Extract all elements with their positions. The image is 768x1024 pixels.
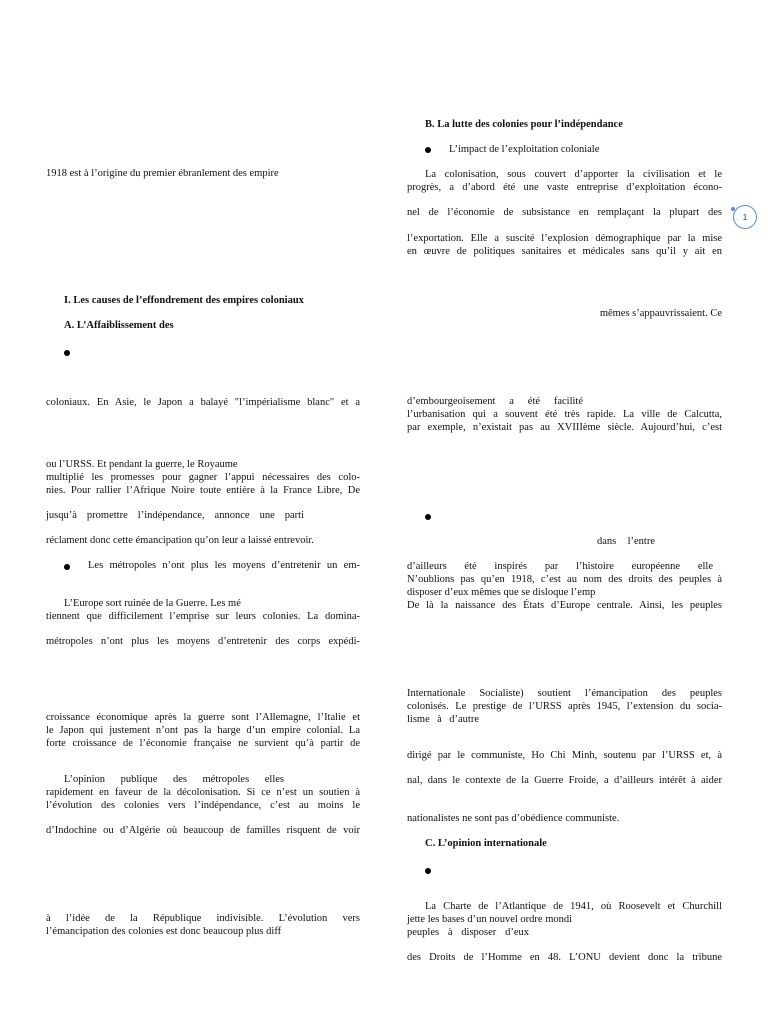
paragraph-line: forte croissance de l’économie française ne survient qu’à partir de xyxy=(46,738,360,749)
bullet-icon xyxy=(64,564,70,570)
paragraph-line: l’exportation. Elle a suscité l’explosion démographique par la mise xyxy=(407,233,722,244)
paragraph-line: dans l’entre xyxy=(597,536,655,547)
paragraph-line: d’embourgeoisement a été facilité xyxy=(407,396,583,407)
paragraph-line: ou l’URSS. Et pendant la guerre, le Royaume xyxy=(46,459,238,470)
paragraph-line: nies. Pour rallier l’Afrique Noire toute entière à la France Libre, De xyxy=(46,485,360,496)
subsection-heading: B. La lutte des colonies pour l’indépendance xyxy=(425,119,623,130)
paragraph-line: métropoles n’ont plus les moyens d’entretenir des corps expédi- xyxy=(46,636,360,647)
paragraph-line: multiplié les promesses pour gagner l’appui nécessaires des colo- xyxy=(46,472,360,483)
bullet-item: Les métropoles n’ont plus les moyens d’entretenir un em- xyxy=(88,560,360,571)
bullet-icon xyxy=(64,350,70,356)
paragraph-line: nel de l’économie de subsistance en remplaçant la plupart des xyxy=(407,207,722,218)
paragraph-line: réclament donc cette émancipation qu’on leur a laissé entrevoir. xyxy=(46,535,314,546)
paragraph-line: à l’idée de la République indivisible. L’évolution vers xyxy=(46,913,360,924)
paragraph-line: en œuvre de politiques sanitaires et médicales sans qu’il y ait en xyxy=(407,246,722,257)
paragraph-line: des Droits de l’Homme en 48. L’ONU devient donc la tribune xyxy=(407,952,722,963)
paragraph-line: mêmes s’appauvrissaient. Ce xyxy=(599,308,722,319)
paragraph-line: dirigé par le communiste, Ho Chi Minh, soutenu par l’URSS et, à xyxy=(407,750,722,761)
paragraph-line: d’Indochine ou d’Algérie où beaucoup de familles risquent de voir xyxy=(46,825,360,836)
paragraph-line: croissance économique après la guerre sont l’Allemagne, l’Italie et xyxy=(46,712,360,723)
page-number-badge[interactable]: 1 xyxy=(733,205,757,229)
bullet-icon xyxy=(425,514,431,520)
paragraph-line: N’oublions pas qu’en 1918, c’est au nom des droits des peuples à xyxy=(407,574,722,585)
paragraph-line: progrès, a d’abord été une vaste entreprise d’exploitation écono- xyxy=(407,182,722,193)
paragraph-line: d’ailleurs été inspirés par l’histoire européenne elle xyxy=(407,561,713,572)
paragraph-line: L’opinion publique des métropoles elles xyxy=(64,774,284,785)
paragraph-line: l’urbanisation qui a souvent été très rapide. La ville de Calcutta, xyxy=(407,409,722,420)
subsection-heading: C. L’opinion internationale xyxy=(425,838,547,849)
paragraph-line: lisme à d’autre xyxy=(407,714,479,725)
paragraph-line: par exemple, n’existait pas au XVIIIème siècle. Aujourd’hui, c’est xyxy=(407,422,722,433)
paragraph-line: rapidement en faveur de la décolonisation. Si ce n’est un soutien à xyxy=(46,787,360,798)
paragraph-line: La colonisation, sous couvert d’apporter la civilisation et le xyxy=(425,169,722,180)
paragraph-line: coloniaux. En Asie, le Japon a balayé "l’impérialisme blanc" et a xyxy=(46,397,360,408)
paragraph-line: Internationale Socialiste) soutient l’émancipation des peuples xyxy=(407,688,722,699)
paragraph-line: jusqu’à promettre l’indépendance, annonce une parti xyxy=(46,510,304,521)
subsection-heading: A. L’Affaiblissement des xyxy=(64,320,174,331)
bullet-icon xyxy=(425,868,431,874)
section-heading: I. Les causes de l’effondrement des empires coloniaux xyxy=(64,295,304,306)
paragraph-line: tiennent que difficilement l’emprise sur leurs colonies. La domina- xyxy=(46,611,360,622)
paragraph-line: nationalistes ne sont pas d’obédience communiste. xyxy=(407,813,620,824)
paragraph-line: nal, dans le contexte de la Guerre Froide, a d’ailleurs intérêt à aider xyxy=(407,775,722,786)
bullet-item: L’impact de l’exploitation coloniale xyxy=(449,144,600,155)
paragraph-line: 1918 est à l’origine du premier ébranlement des empire xyxy=(46,168,279,179)
paragraph-line: l’évolution des colonies vers l’indépendance, c’est au moins le xyxy=(46,800,360,811)
paragraph-line: colonisés. Le prestige de l’URSS après 1945, l’extension du socia- xyxy=(407,701,722,712)
paragraph-line: disposer d’eux mêmes que se disloque l’emp xyxy=(407,587,596,598)
paragraph-line: peuples à disposer d’eux xyxy=(407,927,529,938)
paragraph-line: De là la naissance des États d’Europe centrale. Ainsi, les peuples xyxy=(407,600,722,611)
paragraph-line: l’émancipation des colonies est donc beaucoup plus diff xyxy=(46,926,282,937)
paragraph-line: le Japon qui justement n’ont pas la harge d’un empire colonial. La xyxy=(46,725,360,736)
paragraph-line: La Charte de l’Atlantique de 1941, où Roosevelt et Churchill xyxy=(425,901,722,912)
paragraph-line: jette les bases d’un nouvel ordre mondi xyxy=(407,914,573,925)
paragraph-line: L’Europe sort ruinée de la Guerre. Les mé xyxy=(64,598,241,609)
bullet-icon xyxy=(425,147,431,153)
